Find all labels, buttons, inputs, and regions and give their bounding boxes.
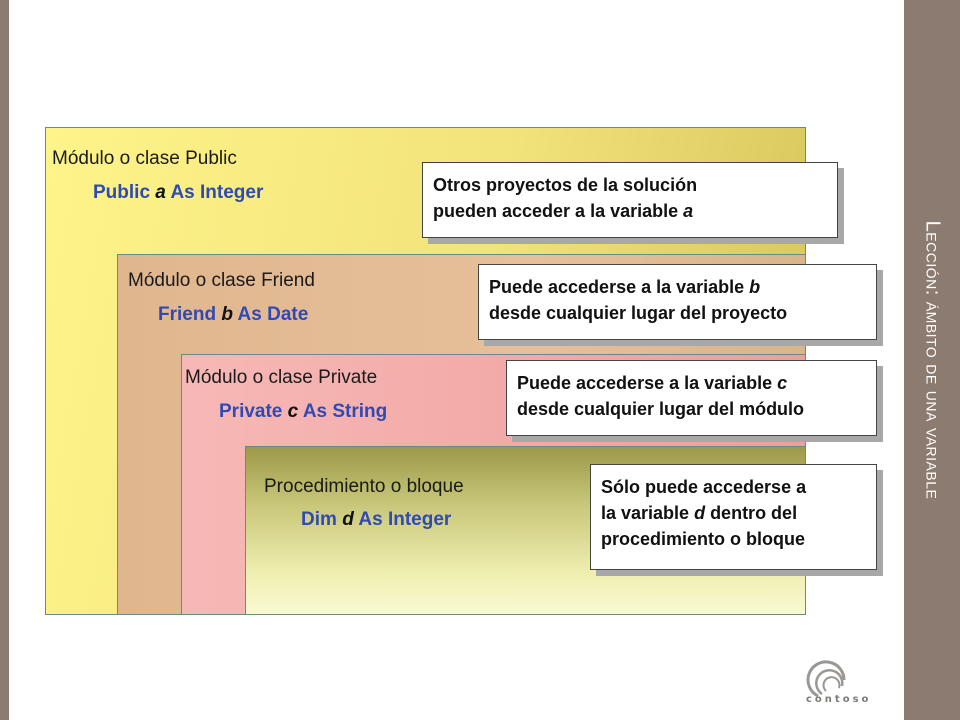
keyword: Dim	[301, 509, 337, 530]
note-variable: c	[777, 373, 788, 393]
note-text: la variable	[601, 503, 695, 523]
note-text: Puede accederse a la variable	[489, 277, 750, 297]
note-text: pueden acceder a la variable	[433, 201, 684, 221]
note-friend	[478, 264, 877, 340]
note-variable: d	[694, 503, 706, 523]
keyword: Public	[93, 182, 151, 203]
note-variable: a	[683, 201, 694, 221]
brand-name: contoso	[806, 694, 872, 705]
friend-declaration	[158, 304, 308, 326]
note-procedure	[590, 464, 877, 570]
note-line	[489, 274, 866, 300]
type-declaration: As Integer	[170, 182, 264, 203]
note-line: Otros proyectos de la solución	[433, 175, 698, 195]
scope-public-title: Módulo o clase Public	[52, 148, 237, 169]
scope-friend-title: Módulo o clase Friend	[128, 270, 315, 291]
keyword: Private	[219, 401, 283, 422]
note-text: dentro del	[705, 503, 798, 523]
keyword: Friend	[158, 304, 217, 325]
note-text: Puede accederse a la variable	[517, 373, 778, 393]
note-line	[517, 370, 866, 396]
scope-private-title: Módulo o clase Private	[185, 367, 378, 388]
variable-name: c	[287, 401, 299, 422]
note-variable: b	[749, 277, 761, 297]
note-line: Sólo puede accederse a	[601, 477, 807, 497]
note-line	[433, 198, 827, 224]
note-line: desde cualquier lugar del proyecto	[489, 303, 788, 323]
public-declaration	[93, 182, 263, 204]
left-accent-bar	[0, 0, 9, 720]
procedure-declaration	[301, 509, 451, 531]
note-public	[422, 162, 838, 238]
private-declaration	[219, 401, 387, 423]
note-line: desde cualquier lugar del módulo	[517, 399, 805, 419]
type-declaration: As Integer	[358, 509, 452, 530]
note-line: procedimiento o bloque	[601, 529, 806, 549]
type-declaration: As String	[302, 401, 388, 422]
type-declaration: As Date	[237, 304, 309, 325]
variable-name: a	[155, 182, 166, 203]
note-private	[506, 360, 877, 436]
variable-name: b	[221, 304, 233, 325]
variable-name: d	[342, 509, 354, 530]
scope-procedure-title: Procedimiento o bloque	[264, 476, 464, 497]
note-line	[601, 500, 866, 526]
slide-title: Lección: ámbito de una variable	[921, 220, 944, 500]
